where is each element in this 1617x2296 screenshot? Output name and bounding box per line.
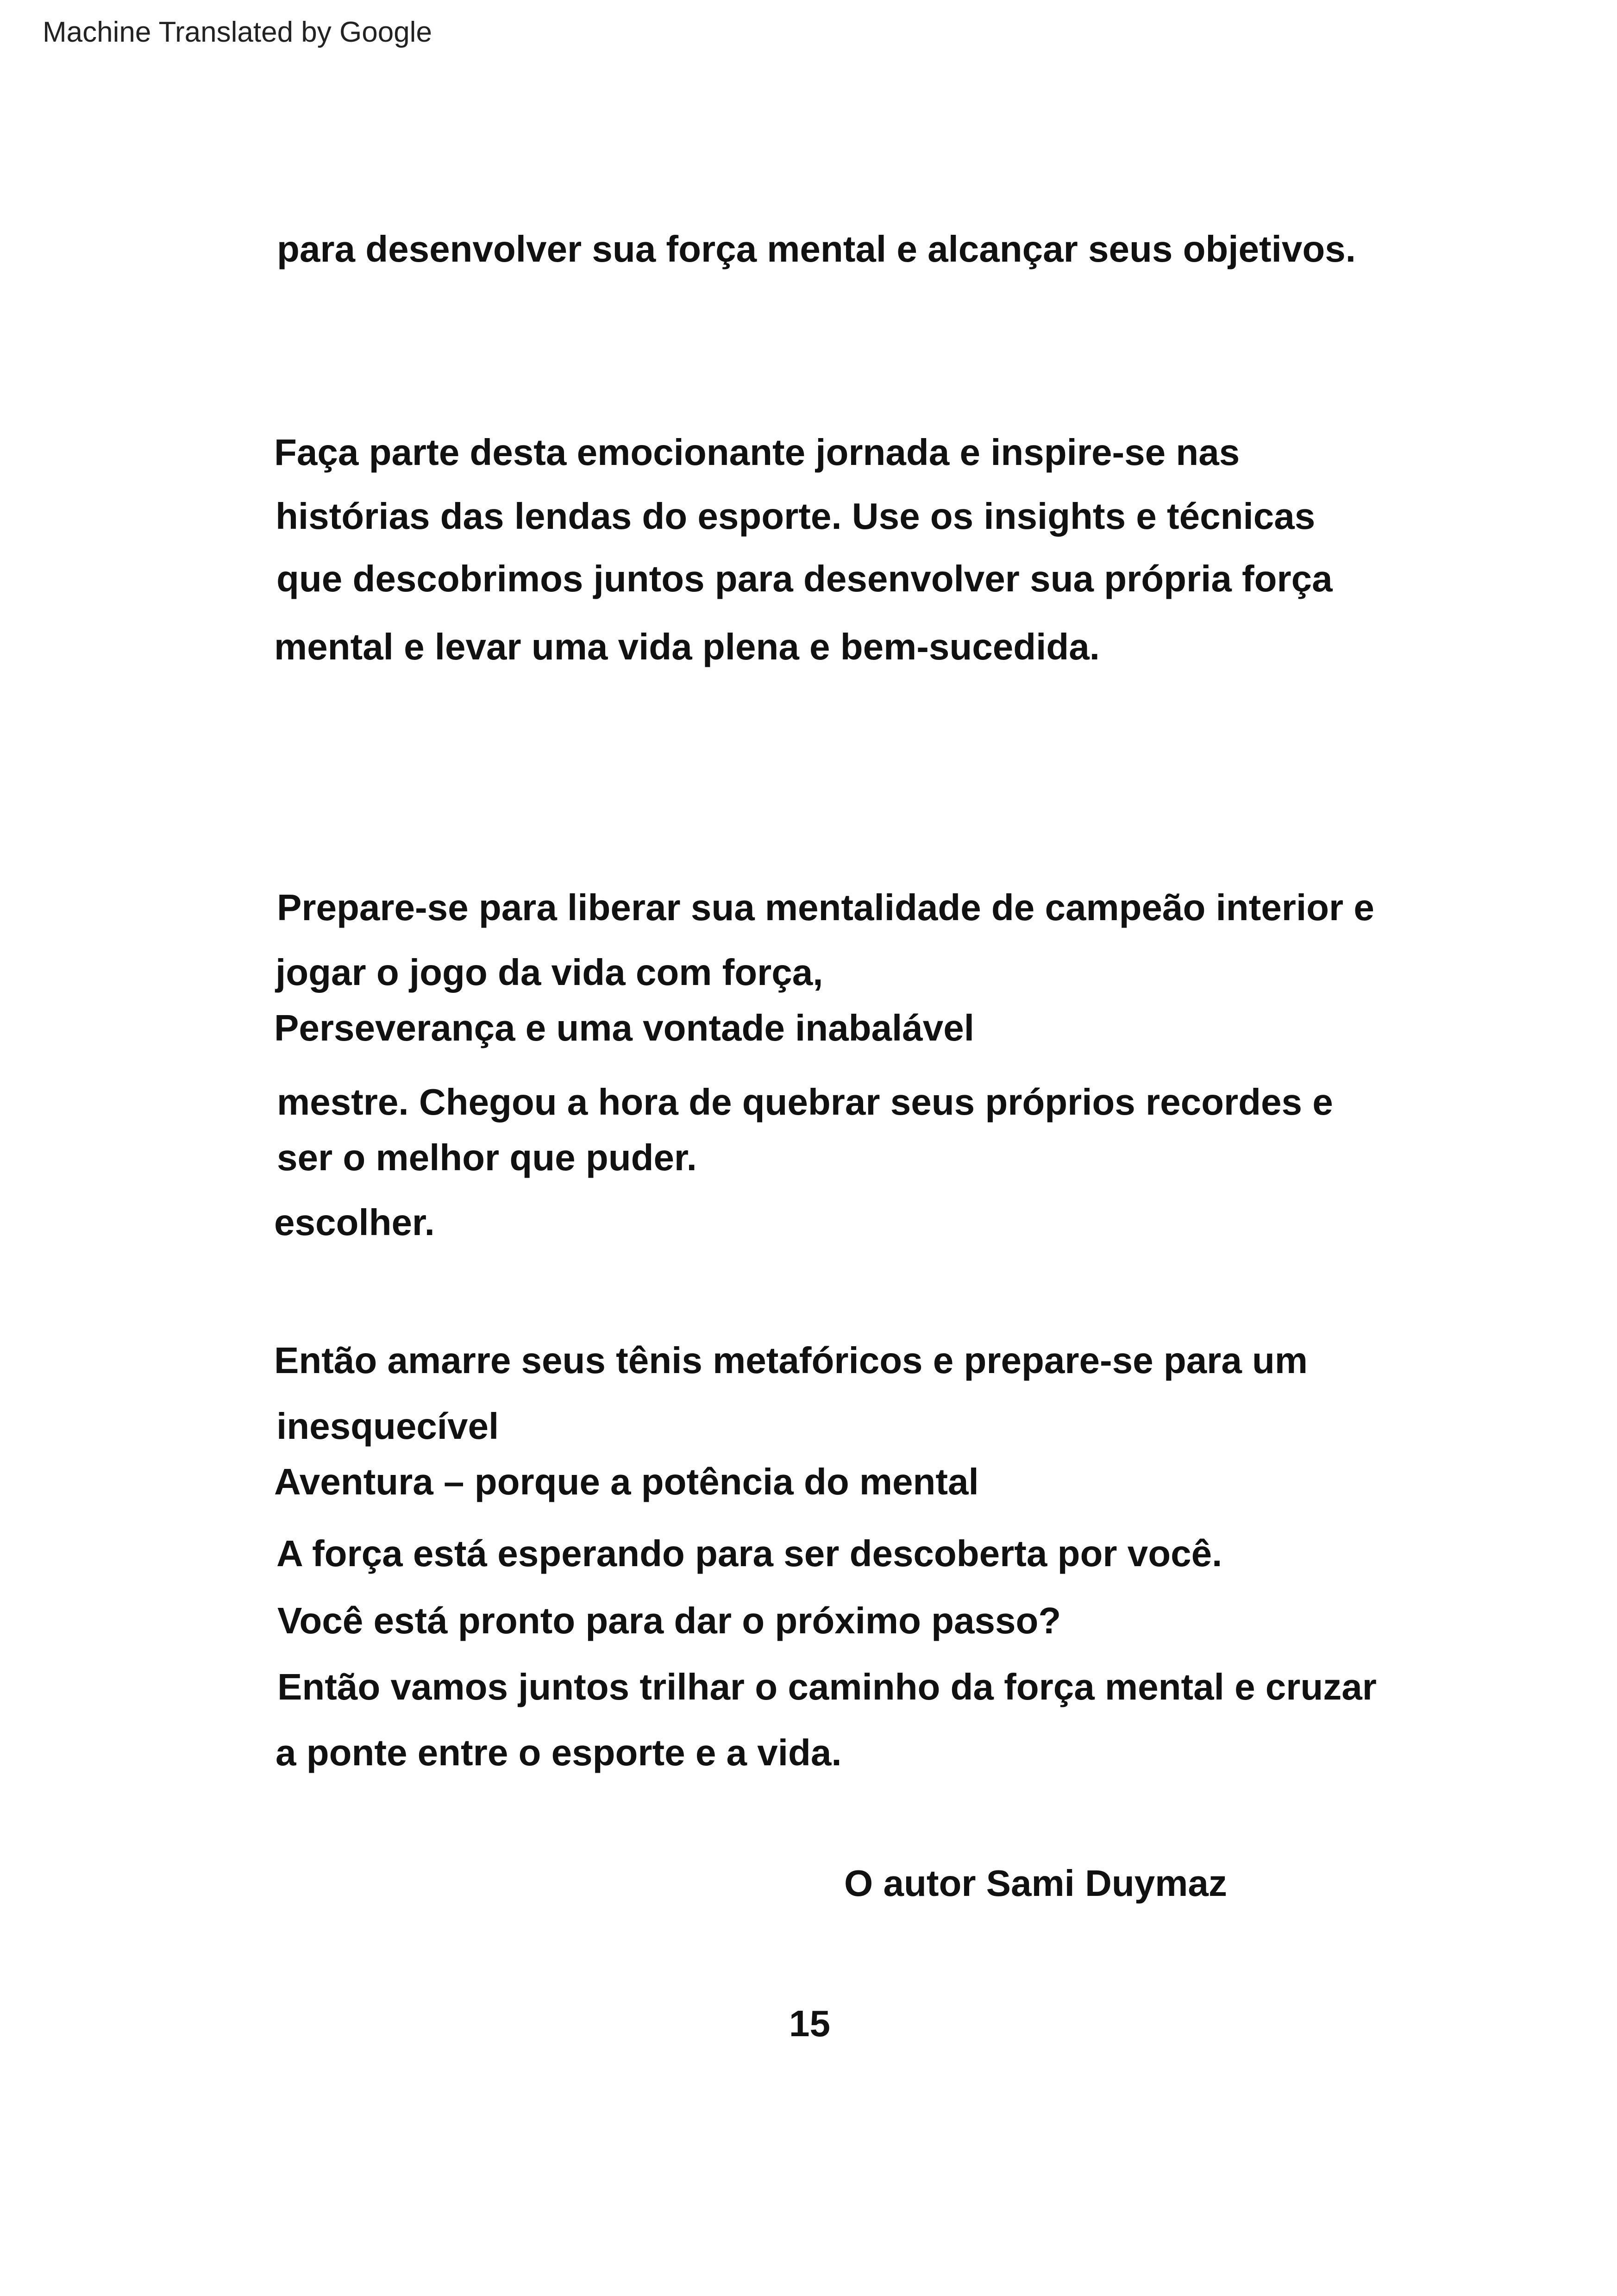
text-line: para desenvolver sua força mental e alcançar seus objetivos.	[277, 228, 1356, 270]
text-line: Perseverança e uma vontade inabalável	[274, 1007, 974, 1048]
text-line: histórias das lendas do esporte. Use os insights e técnicas	[276, 496, 1316, 537]
machine-translation-watermark: Machine Translated by Google	[43, 16, 432, 48]
text-line: inesquecível	[276, 1405, 499, 1447]
page-number: 15	[789, 2003, 830, 2044]
text-line: que descobrimos juntos para desenvolver sua própria força	[276, 558, 1333, 599]
text-line: mestre. Chegou a hora de quebrar seus próprios recordes e	[277, 1081, 1333, 1123]
text-line: a ponte entre o esporte e a vida.	[276, 1732, 842, 1773]
text-line: Prepare-se para liberar sua mentalidade de campeão interior e	[277, 887, 1374, 928]
text-line: Então amarre seus tênis metafóricos e prepare-se para um	[274, 1340, 1308, 1381]
text-line: mental e levar uma vida plena e bem-sucedida.	[274, 626, 1100, 667]
author-signature: O autor Sami Duymaz	[844, 1863, 1227, 1904]
text-line: Aventura – porque a potência do mental	[274, 1461, 979, 1502]
text-line: Então vamos juntos trilhar o caminho da força mental e cruzar	[277, 1666, 1377, 1707]
text-line: A força está esperando para ser descoberta por você.	[276, 1533, 1222, 1574]
text-line: escolher.	[274, 1202, 435, 1243]
text-line: Faça parte desta emocionante jornada e inspire-se nas	[274, 432, 1240, 473]
text-line: ser o melhor que puder.	[277, 1137, 697, 1178]
text-line: Você está pronto para dar o próximo passo?	[277, 1600, 1061, 1641]
text-line: jogar o jogo da vida com força,	[276, 952, 823, 993]
